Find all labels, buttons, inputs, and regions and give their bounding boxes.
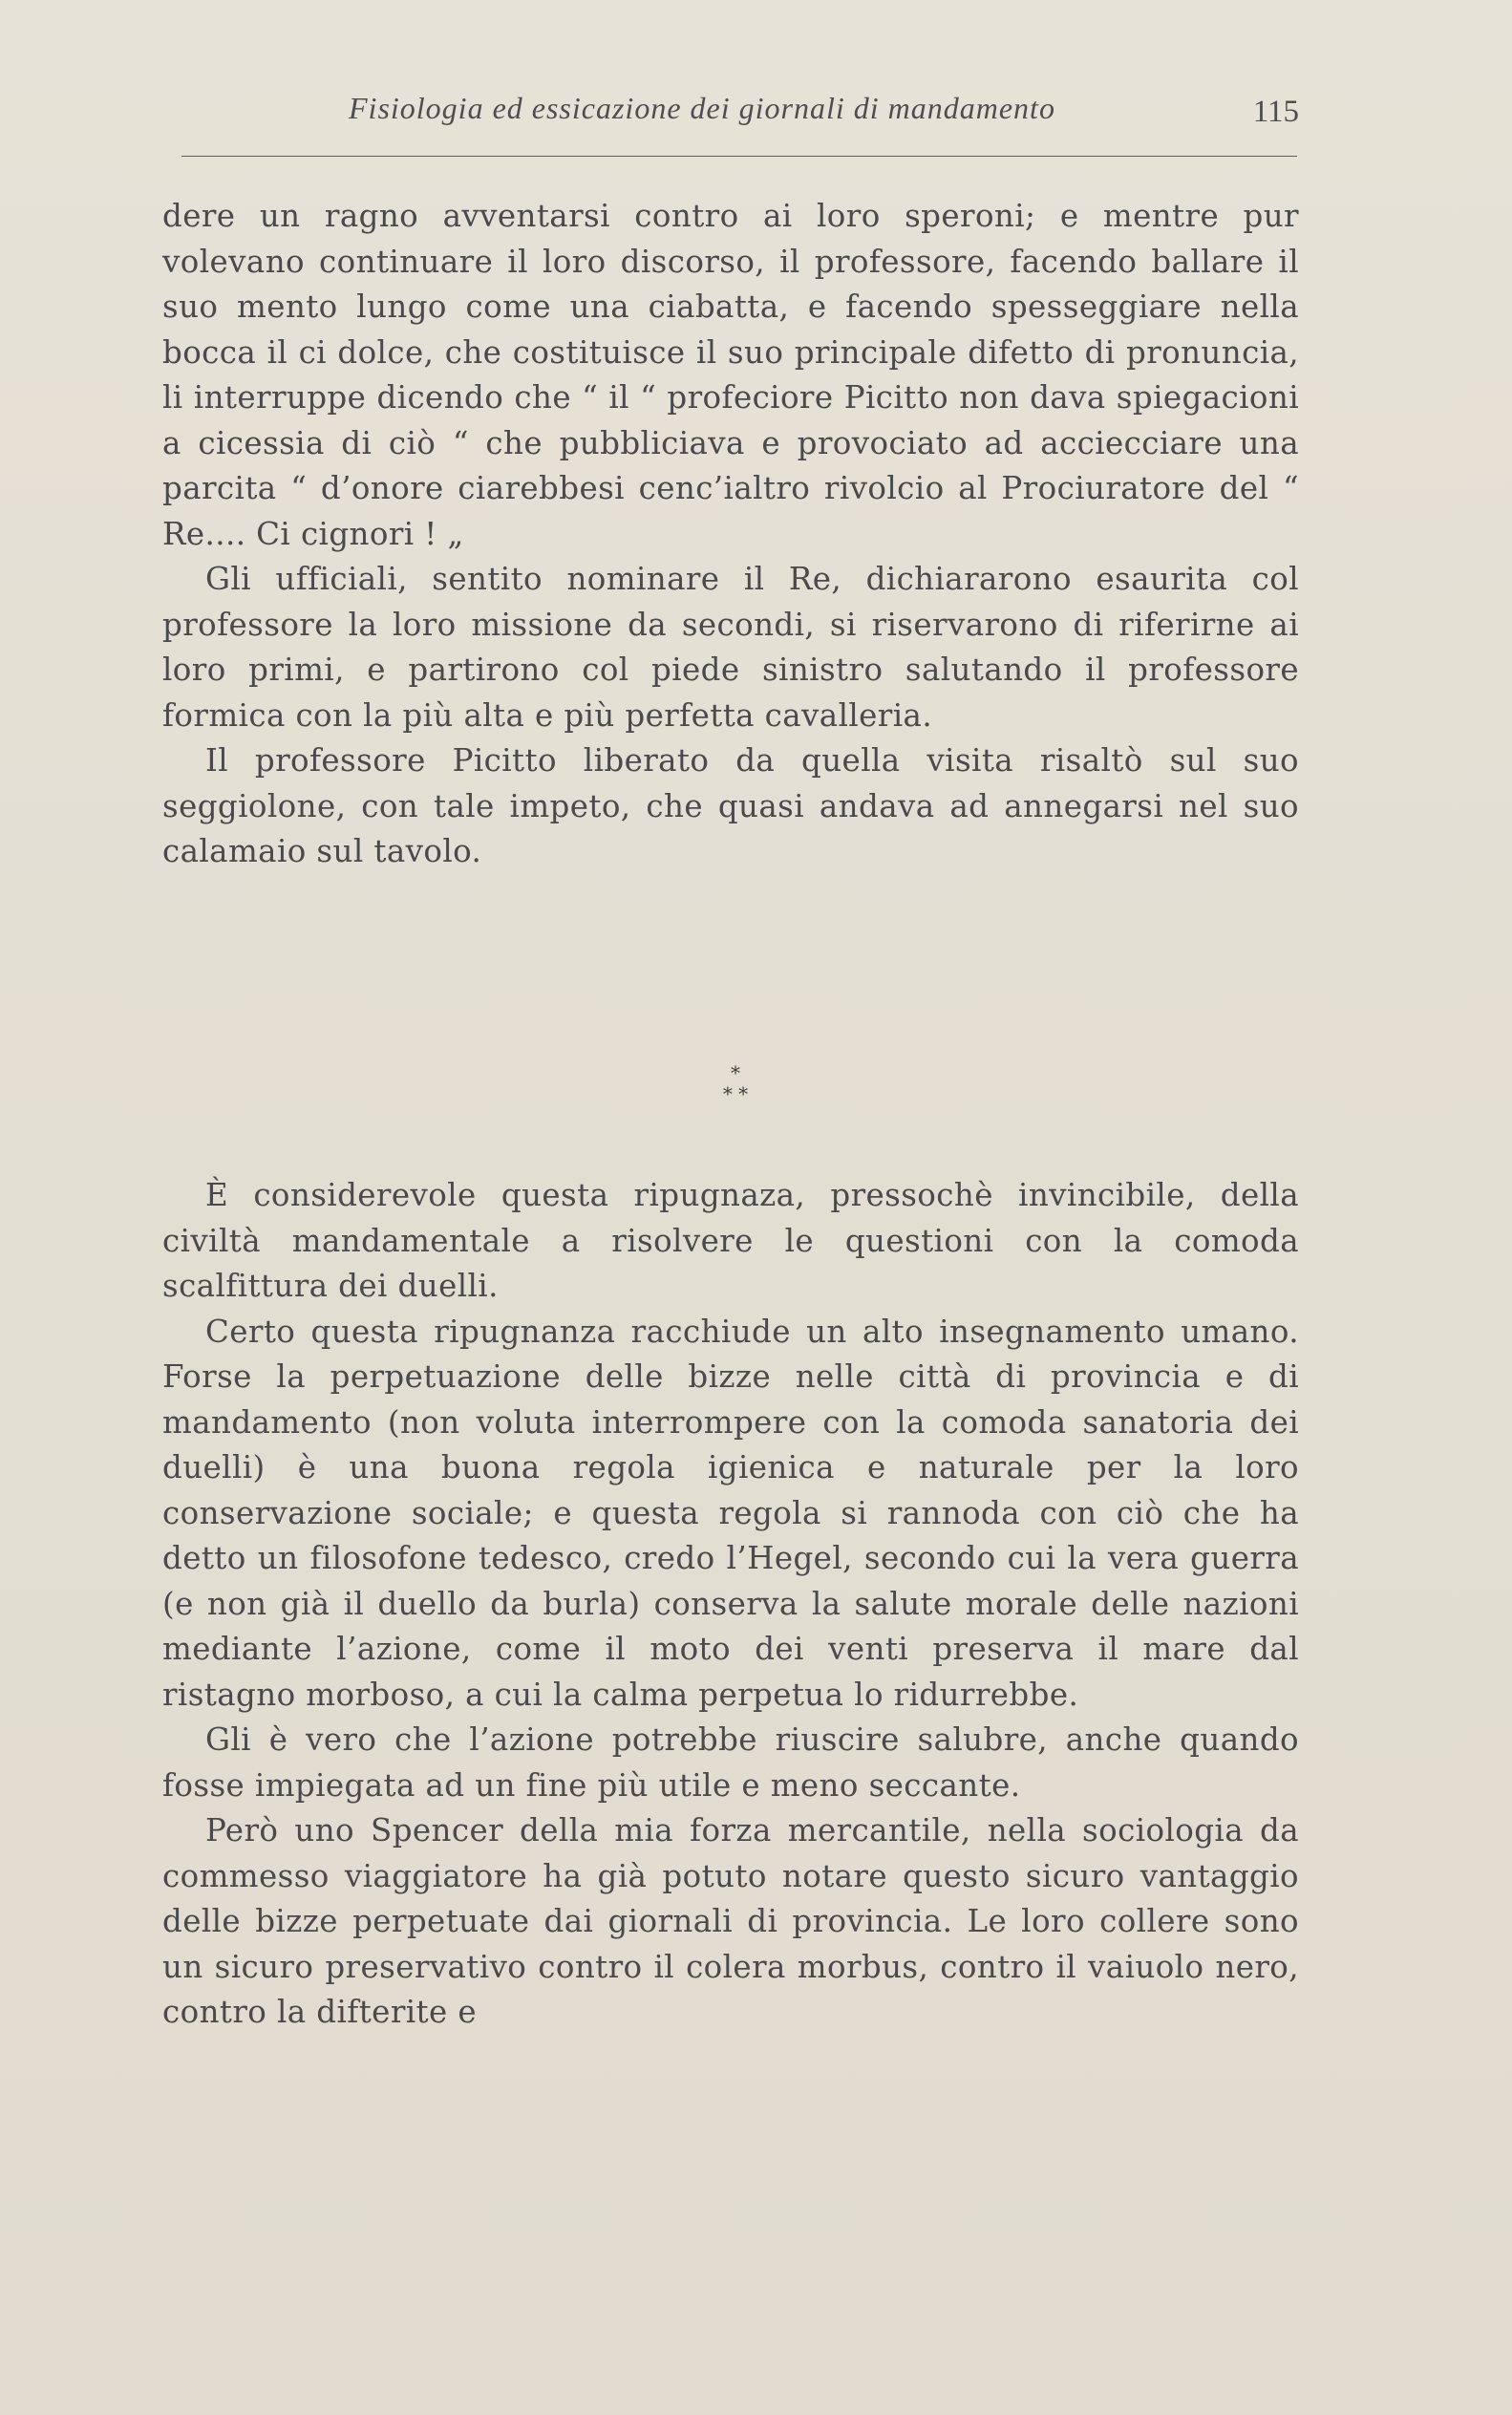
paragraph: Certo questa ripugnanza racchiude un alto insegnamento umano. Forse la perpetuazione delle bizze nelle città di provincia e di mandamento (non voluta interrompere con la comoda sanatoria dei duelli) è una buona regola igienica e naturale per la loro conservazione sociale; e questa regola si rannoda con ciò che ha detto un filosofone tedesco, credo l’Hegel, secondo cui la vera guerra (e non già il duello da burla) conserva la salute morale delle nazioni mediante l’azione, come il moto dei venti preserva il mare dal ristagno morboso, a cui la calma perpetua lo ridurrebbe. bbox=[162, 1313, 1299, 1713]
paragraph: Però uno Spencer della mia forza mercantile, nella sociologia da commesso viaggiatore ha già potuto notare questo sicuro vantaggio delle bizze perpetuate dai giornali di provincia. Le loro collere sono un sicuro preservativo contro il colera morbus, contro il vaiuolo nero, contro la difterite e bbox=[162, 1812, 1299, 2030]
asterism-bottom: * * bbox=[722, 1082, 749, 1105]
paragraph: Gli è vero che l’azione potrebbe riuscire salubre, anche quando fosse impiegata ad un fine più utile e meno seccante. bbox=[162, 1721, 1299, 1804]
paragraph: Gli ufficiali, sentito nominare il Re, dichiararono esaurita col professore la loro missione da secondi, si riservarono di riferirne ai loro primi, e partirono col piede sinistro salutando il professore formica con la più alta e più perfetta cavalleria. bbox=[162, 561, 1299, 734]
running-title: Fisiologia ed essicazione dei giornali di mandamento bbox=[349, 91, 1055, 125]
page-header bbox=[162, 91, 1299, 148]
header-divider bbox=[181, 156, 1297, 157]
asterism-separator bbox=[688, 1062, 783, 1104]
asterism-top: * bbox=[731, 1061, 740, 1084]
text-block-top bbox=[162, 194, 1299, 875]
page-number: 115 bbox=[1252, 95, 1299, 129]
paragraph: dere un ragno avventarsi contro ai loro speroni; e mentre pur volevano continuare il loro discorso, il professore, facendo ballare il suo mento lungo come una ciabatta, e facendo spesseggiare nella bocca il ci dolce, che costituisce il suo principale difetto di pronuncia, li interruppe dicendo che “ il “ profeciore Picitto non dava spiegacioni a cicessia di ciò “ che pubbliciava e provociato ad acciecciare una parcita “ d’onore ciarebbesi cenc’ialtro rivolcio al Prociuratore del “ Re.... Ci cignori ! „ bbox=[162, 198, 1299, 552]
paragraph: È considerevole questa ripugnaza, pressochè invincibile, della civiltà mandamentale a risolvere le questioni con la comoda scalfittura dei duelli. bbox=[162, 1177, 1299, 1304]
paragraph: Il professore Picitto liberato da quella visita risaltò sul suo seggiolone, con tale impeto, che quasi andava ad annegarsi nel suo calamaio sul tavolo. bbox=[162, 742, 1299, 869]
text-block-bottom bbox=[162, 1173, 1299, 2036]
